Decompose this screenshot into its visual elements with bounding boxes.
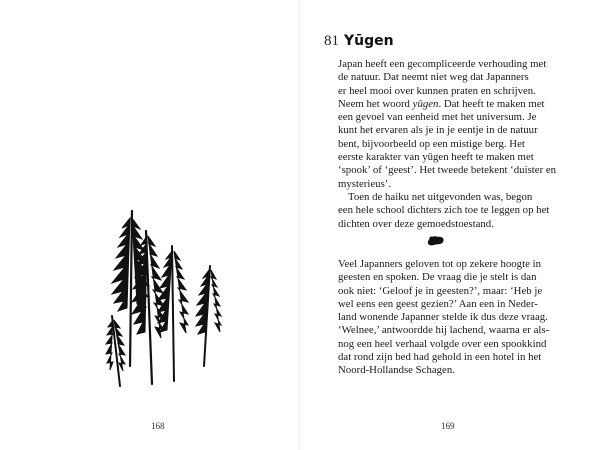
ink-blot-ornament (425, 233, 447, 247)
text-line: ‘spook’ of ‘geest’. Het tweede betekent ‘duister en (338, 164, 557, 177)
right-page (300, 0, 600, 450)
text-line: ‘Welnee,’ antwoordde hij lachend, waarna er als- (338, 324, 550, 337)
text-line: ook niet: ‘Geloof je in geesten?’, maar: ‘Heb je (338, 284, 543, 297)
text-line: dichten over deze gemoedstoestand. (338, 217, 494, 230)
pine-tree-4 (196, 266, 221, 366)
text-line: Veel Japanners geloven tot op zekere hoogte in (338, 258, 541, 270)
text-run: Neem het woord (338, 97, 413, 110)
text-line: een gevoel van eenheid met het universum. Je (338, 111, 537, 124)
text-line: nog een heel verhaal volgde over een spookkind (338, 337, 547, 350)
page-number-left: 168 (151, 421, 165, 431)
chapter-title: Yūgen (344, 33, 394, 49)
text-line: dat rond zijn bed had gehold in een hotel in het (338, 351, 542, 364)
pine-tree-3 (158, 246, 188, 381)
chapter-heading (324, 30, 394, 50)
text-line: Japan heeft een gecompliceerde verhouding met (338, 58, 547, 70)
text-line: een hele school dichters zich toe te leggen op het (338, 204, 550, 217)
body-text-lower (338, 258, 568, 378)
text-line: geesten en spoken. De vraag die je stelt is dan (338, 271, 537, 284)
chapter-number: 81 (324, 33, 339, 49)
text-line: de natuur. Dat neemt niet weg dat Japanners (338, 71, 529, 84)
text-line: eerste karakter van yūgen heeft te maken met (338, 151, 534, 164)
text-line: kunt het ervaren als je in je eentje in de natuur (338, 124, 538, 137)
text-line: land wonende Japanner stelde ik dus deze vraag. (338, 311, 548, 324)
italic-term: yūgen (412, 97, 439, 110)
text-line (338, 98, 568, 111)
text-line: Noord-Hollandse Schagen. (338, 364, 455, 377)
text-line: er heel mooi over kunnen praten en schrijven. (338, 84, 536, 97)
pine-tree-5 (106, 316, 125, 386)
page-number-right: 169 (441, 421, 455, 431)
text-line: bent, bijvoorbeeld op een mistige berg. Het (338, 137, 525, 150)
text-line: mysterieus’. (338, 177, 392, 190)
pine-trees-illustration (100, 206, 230, 391)
text-line: wel eens een geest gezien?’ Aan een in Neder- (338, 297, 538, 310)
body-text-upper (338, 58, 568, 231)
text-run: . Dat heeft te maken met (438, 97, 545, 110)
text-line: Toen de haiku net uitgevonden was, begon (348, 190, 533, 203)
